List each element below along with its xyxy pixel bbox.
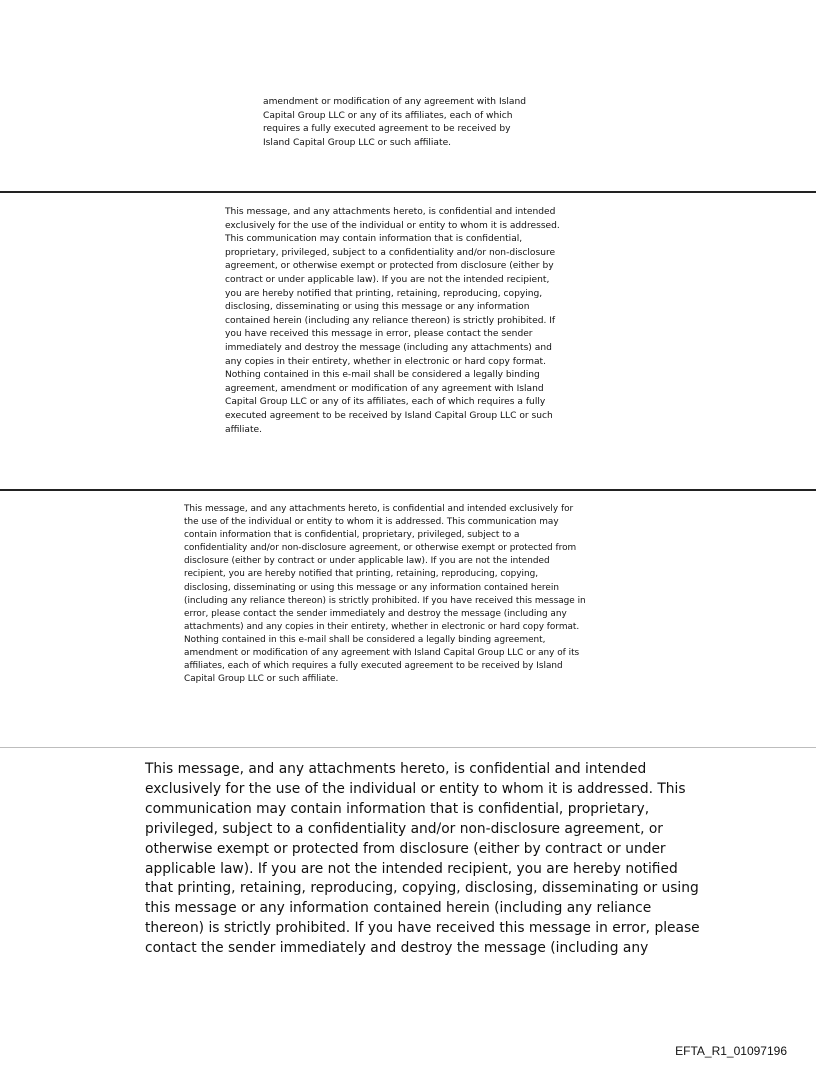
disclaimer-paragraph-large: This message, and any attachments hereto, is confidential and intended exclusively for the use of the individual or entity to whom it is addressed. This communication may contain information that is confidential, proprietary, privileged, subject to a confidentiality and/or non-disclosure agreement, or otherwise exempt or protected from disclosure (either by contract or under applicable law). If you are not the intended recipient, you are hereby notified that printing, retaining, reproducing, copying, disclosing, disseminating or using this message or any information contained herein (including any reliance thereon) is strictly prohibited. If you have received this message in error, please contact the sender immediately and destroy the message (including any (145, 761, 700, 957)
document-id: EFTA_R1_01097196 (675, 1044, 787, 1058)
divider (0, 747, 816, 748)
disclaimer-paragraph: This message, and any attachments hereto, is confidential and intended exclusively for the use of the individual or entity to whom it is addressed. This communication may contain information that is confidential, proprietary, privileged, subject to a confidentiality and/or non-disclosure agreement, or otherwise exempt or protected from disclosure (either by contract or under applicable law). If you are not the intended recipient, you are hereby notified that printing, retaining, reproducing, copying, disclosing, disseminating or using this message or any information contained herein (including any reliance thereon) is strictly prohibited. If you have received this message in error, please contact the sender immediately and destroy the message (including any attachments) and any copies in their entirety, whether in electronic or hard copy format. Nothing contained in this e-mail shall be considered a legally binding agreement, amendment or modification of any agreement with Island Capital Group LLC or any of its affiliates, each of which requires a fully executed agreement to be received by Island Capital Group LLC or such affiliate. (225, 207, 560, 435)
disclaimer-fragment: amendment or modification of any agreement with Island Capital Group LLC or any of its affiliates, each of which requires a fully executed agreement to be received by Island Capital Group LLC or such affiliate. (263, 97, 527, 148)
disclaimer-paragraph: This message, and any attachments hereto, is confidential and intended exclusively for the use of the individual or entity to whom it is addressed. This communication may contain information that is confidential, proprietary, privileged, subject to a confidentiality and/or non-disclosure agreement, or otherwise exempt or protected from disclosure (either by contract or under applicable law). If you are not the intended recipient, you are hereby notified that printing, retaining, reproducing, copying, disclosing, disseminating or using this message or any information contained herein (including any reliance thereon) is strictly prohibited. If you have received this message in error, please contact the sender immediately and destroy the message (including any attachments) and any copies in their entirety, whether in electronic or hard copy format. Nothing contained in this e-mail shall be considered a legally binding agreement, amendment or modification of any agreement with Island Capital Group LLC or any of its affiliates, each of which requires a fully executed agreement to be received by Island Capital Group LLC or such affiliate. (184, 504, 586, 685)
divider (0, 489, 816, 491)
divider (0, 191, 816, 193)
